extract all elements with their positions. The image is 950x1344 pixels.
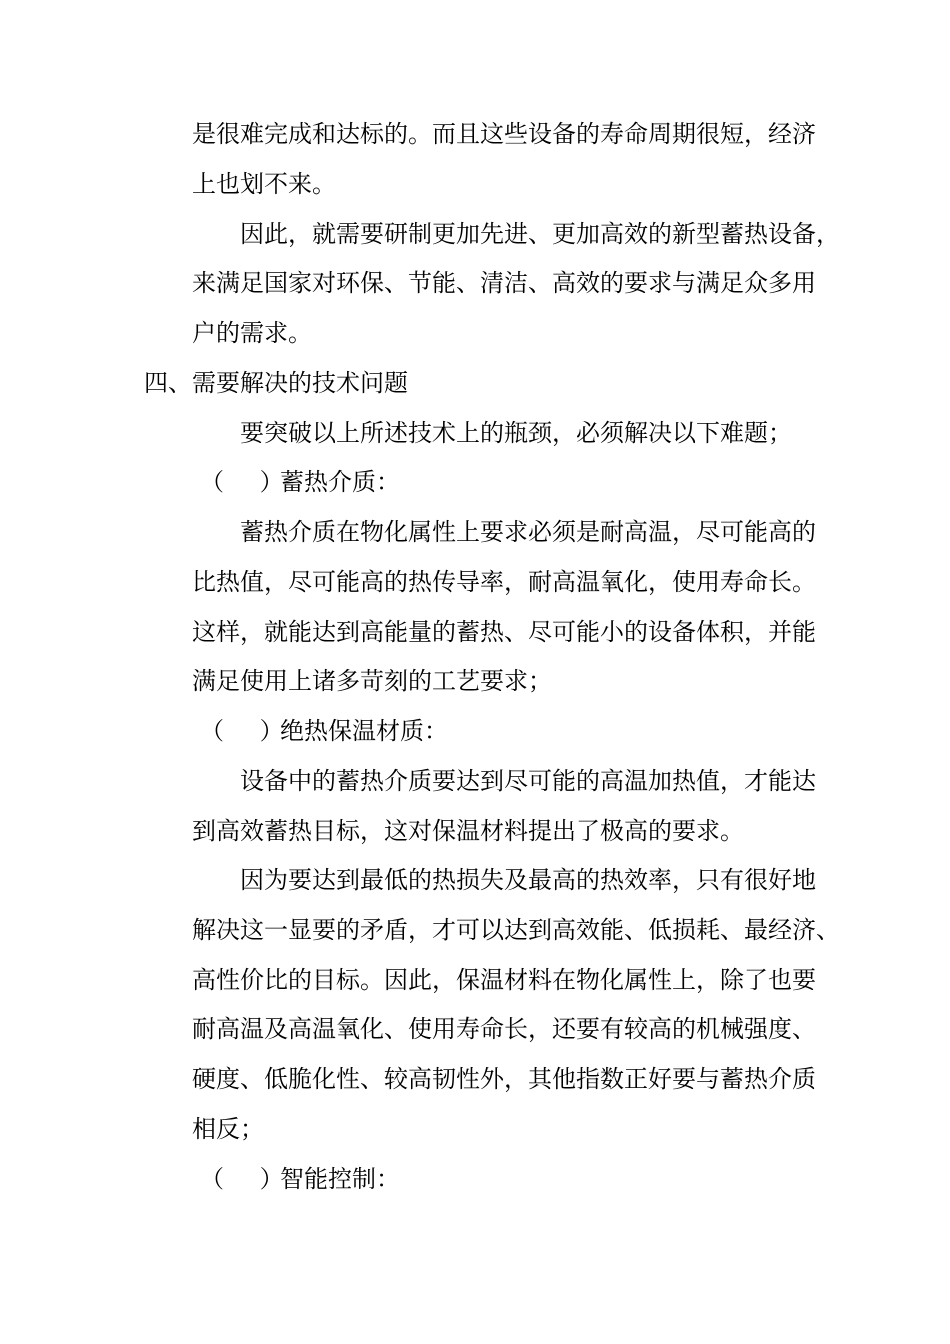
item-marker: （ ） <box>200 468 298 496</box>
item-title: 绝热保温材质： <box>280 717 448 745</box>
paragraph-line: 硬度、低脆化性、较高韧性外，其他指数正好要与蓄热介质 <box>192 1065 816 1093</box>
paragraph-line: 是很难完成和达标的。而且这些设备的寿命周期很短，经济 <box>192 120 816 148</box>
paragraph-line: 户的需求。 <box>192 319 312 347</box>
paragraph-line: 到高效蓄热目标，这对保温材料提出了极高的要求。 <box>192 817 744 845</box>
item-title: 智能控制： <box>280 1165 400 1193</box>
paragraph-line: 因为要达到最低的热损失及最高的热效率，只有很好地 <box>240 866 816 894</box>
paragraph-line: 耐高温及高温氧化、使用寿命长，还要有较高的机械强度、 <box>192 1015 816 1043</box>
paragraph-line: 高性价比的目标。因此，保温材料在物化属性上，除了也要 <box>192 966 816 994</box>
paragraph-line: 相反； <box>192 1115 264 1143</box>
paragraph-line: 这样，就能达到高能量的蓄热、尽可能小的设备体积，并能 <box>192 618 816 646</box>
paragraph-line: 蓄热介质在物化属性上要求必须是耐高温，尽可能高的 <box>240 518 816 546</box>
item-marker: （ ） <box>200 717 298 745</box>
paragraph-line: 设备中的蓄热介质要达到尽可能的高温加热值，才能达 <box>240 767 816 795</box>
section-heading: 四、需要解决的技术问题 <box>144 369 408 397</box>
paragraph-line: 解决这一显要的矛盾，才可以达到高效能、低损耗、最经济、 <box>192 916 840 944</box>
paragraph-line: 来满足国家对环保、节能、清洁、高效的要求与满足众多用 <box>192 269 816 297</box>
paragraph-line: 比热值，尽可能高的热传导率，耐高温氧化，使用寿命长。 <box>192 568 816 596</box>
item-marker: （ ） <box>200 1165 298 1193</box>
intro-line: 要突破以上所述技术上的瓶颈，必须解决以下难题； <box>240 419 792 447</box>
paragraph-line: 满足使用上诸多苛刻的工艺要求； <box>192 667 552 695</box>
paragraph-line: 因此，就需要研制更加先进、更加高效的新型蓄热设备， <box>240 220 840 248</box>
item-title: 蓄热介质： <box>280 468 400 496</box>
paragraph-line: 上也划不来。 <box>192 170 336 198</box>
